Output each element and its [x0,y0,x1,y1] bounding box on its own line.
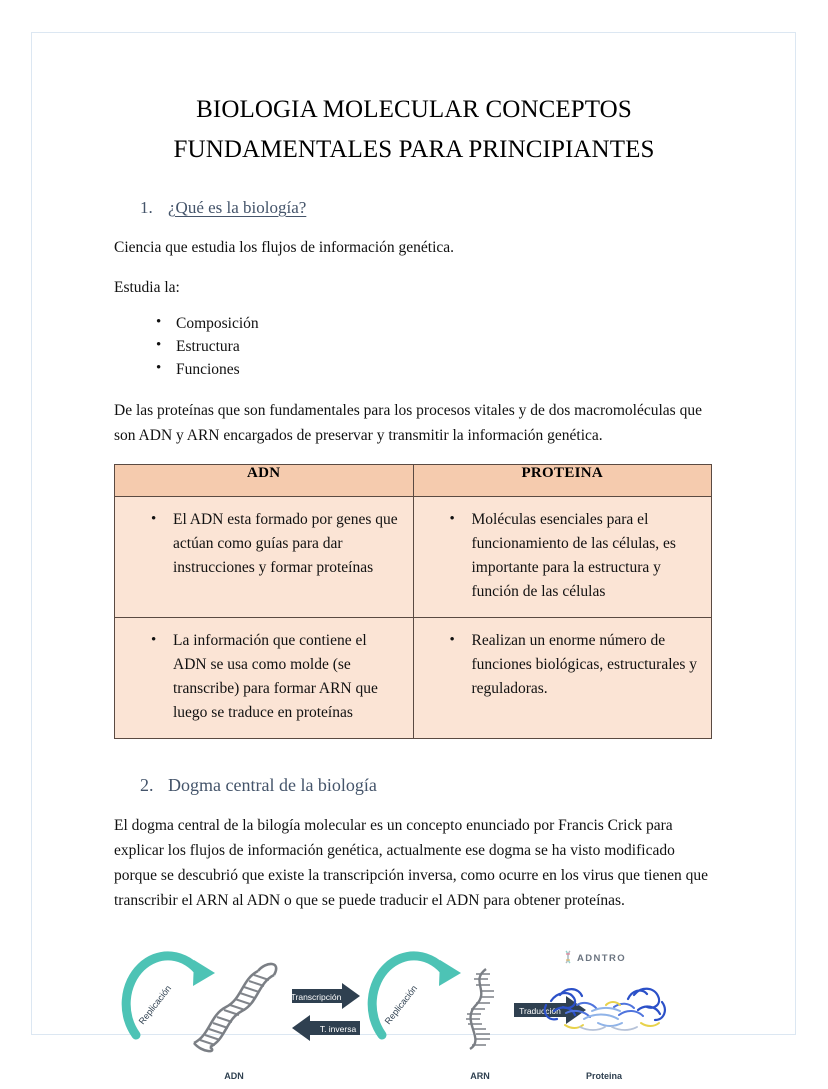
transcription-arrow-icon [291,983,360,1009]
table-cell-proteina-1 [413,497,712,618]
adntro-logo-icon [566,951,570,963]
dna-label: ADN [224,1071,244,1081]
section-heading-2 [140,775,714,796]
table-cell-proteina-2 [413,618,712,739]
table-row [115,497,712,618]
adn-proteina-table [114,464,712,739]
transcription-label: Transcripción [290,992,342,1002]
table-cell-text: • Moléculas esenciales para el funcionamiento de las células, es importante para la estructura y función de las células [424,508,702,604]
translation-label: Traducción [519,1006,561,1016]
section-1-number: 1. [140,198,153,217]
section-2-paragraph-1: El dogma central de la bilogía molecular es un concepto enunciado por Francis Crick para explicar los flujos de información genética, actualmente ese dogma se ha visto modificado porque se descubrió que existe la transcripción inversa, como ocurre en los virus que tienen que transcribir el ARN al ADN o que se puede traducir el ADN para obtener proteínas. [114,817,708,909]
list-item: • Funciones [176,358,714,381]
central-dogma-diagram [114,939,714,1089]
list-item: • Composición [176,312,714,335]
section-1-title: ¿Qué es la biología? [168,198,307,217]
protein-label: Proteina [585,1071,623,1081]
section-2-number: 2. [140,775,154,795]
table-cell-text: • La información que contiene el ADN se usa como molde (se transcribe) para formar ARN que luego se traduce en proteínas [125,629,403,725]
table-row [115,618,712,739]
table-cell-adn-1 [115,497,414,618]
page-title-line-2: FUNDAMENTALES PARA PRINCIPIANTES [173,136,655,163]
table-cell-adn-2 [115,618,414,739]
table-cell-text: • Realizan un enorme número de funciones biológicas, estructurales y reguladoras. [424,629,702,701]
section-2-title: Dogma central de la biología [168,775,377,795]
dna-group [126,956,276,1081]
section-1-paragraph-3: De las proteínas que son fundamentales para los procesos vitales y de dos macromoléculas que son ADN y ARN encargados de preservar y transmitir la información genética. [114,402,702,444]
adntro-logo-text: ADNTRO [577,953,627,964]
replication-dna-label: Replicación [136,983,174,1027]
section-1-paragraph-1: Ciencia que estudia los flujos de información genética. [114,239,455,256]
section-1-paragraph-2: Estudia la: [114,279,180,296]
rna-group [372,956,494,1081]
central-dogma-figure [114,939,714,1089]
reverse-transcription-arrow-icon [292,1015,360,1041]
document-content [114,60,714,1089]
table-header-proteina: PROTEINA [413,465,712,497]
section-heading-1 [140,198,714,218]
list-item: • Estructura [176,335,714,358]
table-header-row [115,465,712,497]
table-cell-text: • El ADN esta formado por genes que actúan como guías para dar instrucciones y formar proteínas [125,508,403,580]
reverse-transcription-label: T. inversa [319,1024,357,1034]
replication-rna-label: Replicación [382,983,420,1027]
page-title-line-1: BIOLOGIA MOLECULAR CONCEPTOS [196,96,632,123]
rna-strand-icon [466,969,494,1049]
study-topics-list [114,312,714,381]
table-header-adn: ADN [115,465,414,497]
page-title [114,90,714,170]
rna-label: ARN [470,1071,490,1081]
